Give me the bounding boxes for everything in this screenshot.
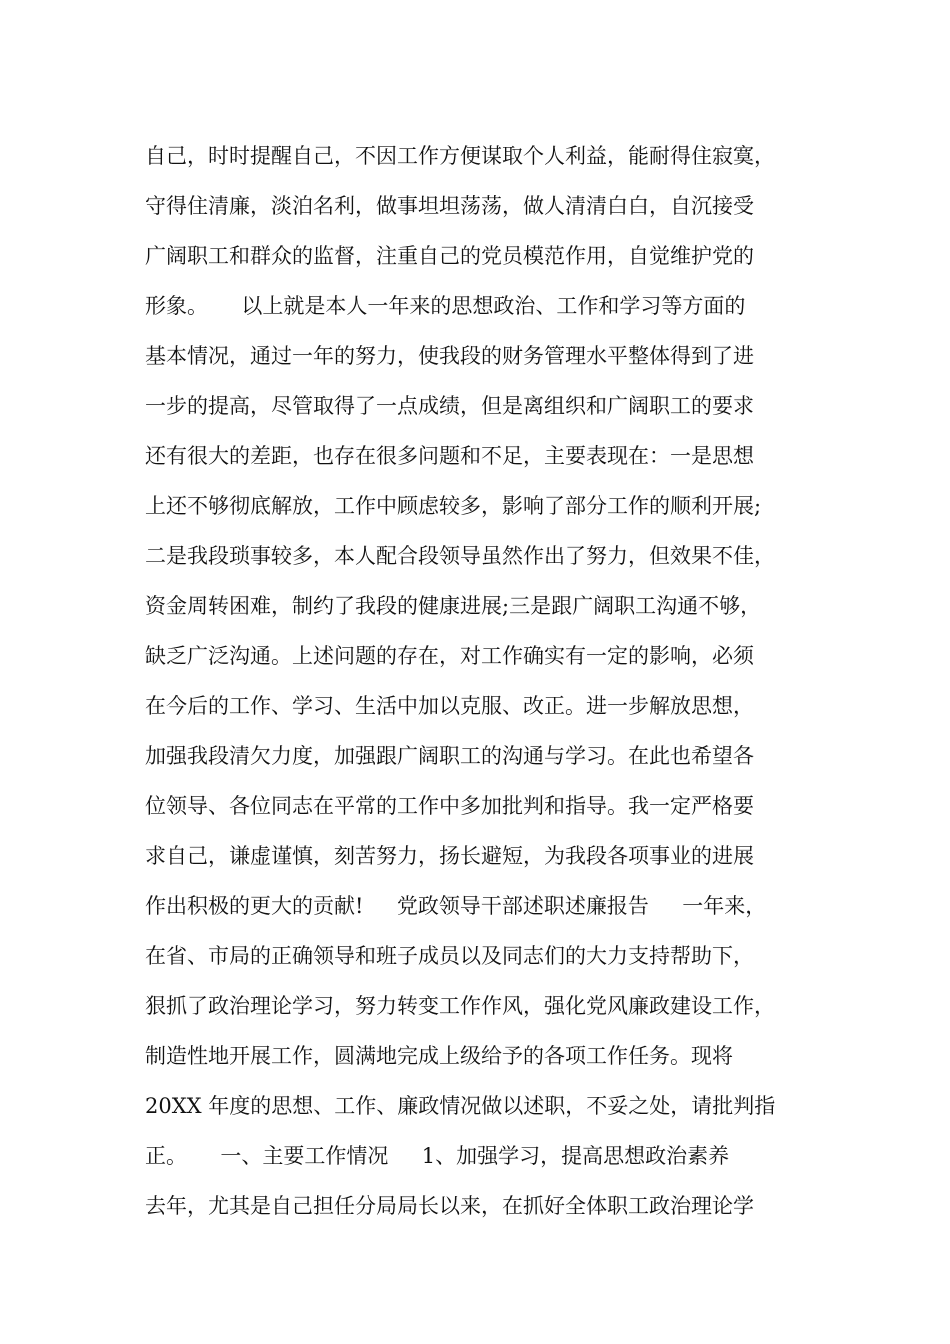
text-line: 广阔职工和群众的监督，注重自己的党员模范作用，自觉维护党的 <box>145 244 754 268</box>
text-line: 一步的提高，尽管取得了一点成绩，但是离组织和广阔职工的要求 <box>145 394 754 418</box>
text-line: 正。 一、主要工作情况 1、加强学习，提高思想政治素养 <box>145 1144 730 1168</box>
text-line: 在省、市局的正确领导和班子成员以及同志们的大力支持帮助下， <box>145 944 754 968</box>
text-line: 20XX 年度的思想、工作、廉政情况做以述职，不妥之处，请批判指 <box>145 1094 776 1118</box>
text-line: 位领导、各位同志在平常的工作中多加批判和指导。我一定严格要 <box>145 794 754 818</box>
text-line: 求自己，谦虚谨慎，刻苦努力，扬长避短，为我段各项事业的进展 <box>145 844 754 868</box>
text-line: 二是我段琐事较多，本人配合段领导虽然作出了努力，但效果不佳， <box>145 544 775 568</box>
text-line: 守得住清廉，淡泊名利，做事坦坦荡荡，做人清清白白，自沉接受 <box>145 194 754 218</box>
text-line: 上还不够彻底解放，工作中顾虑较多，影响了部分工作的顺利开展; <box>145 494 762 518</box>
text-line: 加强我段清欠力度，加强跟广阔职工的沟通与学习。在此也希望各 <box>145 744 754 768</box>
text-line: 作出积极的更大的贡献! 党政领导干部述职述廉报告 一年来， <box>145 894 767 918</box>
body-text <box>145 131 835 1231</box>
text-line: 狠抓了政治理论学习，努力转变工作作风，强化党风廉政建设工作， <box>145 994 775 1018</box>
text-line: 在今后的工作、学习、生活中加以克服、改正。进一步解放思想， <box>145 694 754 718</box>
text-line: 形象。 以上就是本人一年来的思想政治、工作和学习等方面的 <box>145 294 746 318</box>
text-line: 还有很大的差距，也存在很多问题和不足，主要表现在：一是思想 <box>145 444 754 468</box>
text-line: 制造性地开展工作，圆满地完成上级给予的各项工作任务。现将 <box>145 1044 733 1068</box>
text-line: 自己，时时提醒自己，不因工作方便谋取个人利益，能耐得住寂寞， <box>145 144 775 168</box>
text-line: 缺乏广泛沟通。上述问题的存在，对工作确实有一定的影响，必须 <box>145 644 754 668</box>
text-line: 资金周转困难，制约了我段的健康进展;三是跟广阔职工沟通不够， <box>145 594 762 618</box>
text-line: 去年，尤其是自己担任分局局长以来，在抓好全体职工政治理论学 <box>145 1194 754 1218</box>
text-line: 基本情况，通过一年的努力，使我段的财务管理水平整体得到了进 <box>145 344 754 368</box>
